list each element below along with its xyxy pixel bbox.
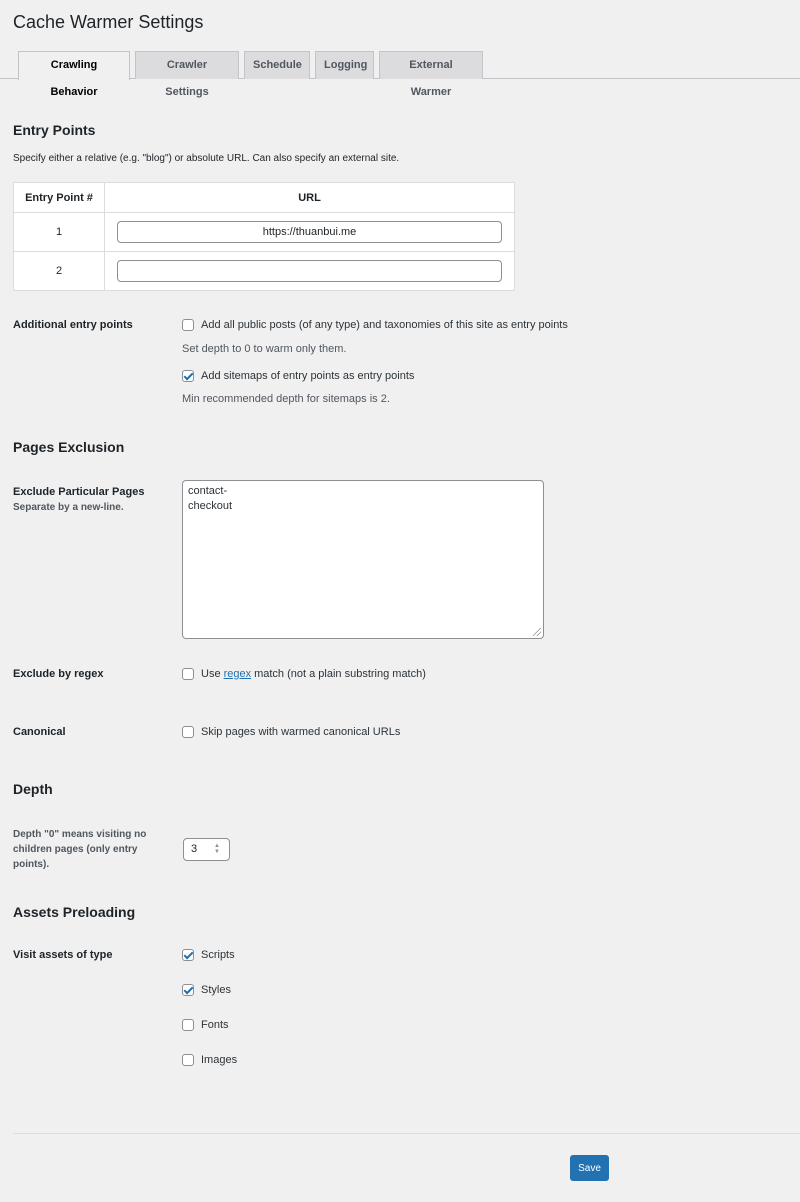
regex-link[interactable]: regex	[223, 668, 252, 680]
entry-points-heading: Entry Points	[13, 122, 96, 138]
asset-type-label: Styles	[201, 984, 231, 996]
add-sitemaps-option[interactable]	[182, 370, 414, 382]
pages-exclusion-heading: Pages Exclusion	[13, 439, 125, 455]
spinner-arrows-icon[interactable]: ▲ ▼	[214, 843, 220, 855]
asset-type-label: Images	[201, 1054, 238, 1066]
asset-option-scripts[interactable]	[182, 949, 235, 961]
entry-point-url-input[interactable]	[117, 221, 502, 243]
footer-divider	[13, 1133, 800, 1134]
fonts-checkbox[interactable]	[182, 1019, 194, 1031]
asset-option-images[interactable]	[182, 1054, 237, 1066]
exclude-line: checkout	[188, 500, 233, 512]
table-row	[14, 252, 515, 291]
entry-points-description: Specify either a relative (e.g. "blog") or absolute URL. Can also specify an external site.	[13, 153, 400, 164]
regex-label-pre: Use	[201, 668, 221, 680]
regex-label-post: match (not a plain substring match)	[254, 668, 426, 680]
exclude-pages-label: Exclude Particular Pages	[13, 486, 145, 498]
entry-point-number: 2	[14, 252, 105, 291]
add-sitemaps-label: Add sitemaps of entry points as entry points	[201, 370, 415, 382]
depth-description: Depth "0" means visiting no children pages (only entry points).	[13, 829, 147, 870]
tab-logging[interactable]: Logging	[315, 51, 374, 79]
entry-point-number: 1	[14, 213, 105, 252]
asset-option-fonts[interactable]	[182, 1019, 229, 1031]
add-public-posts-hint: Set depth to 0 to warm only them.	[182, 343, 347, 355]
assets-preloading-heading: Assets Preloading	[13, 904, 136, 920]
add-sitemaps-hint: Min recommended depth for sitemaps is 2.	[182, 393, 390, 405]
add-public-posts-label: Add all public posts (of any type) and taxonomies of this site as entry points	[201, 319, 568, 331]
exclude-by-regex-label: Exclude by regex	[13, 668, 104, 680]
styles-checkbox[interactable]	[182, 984, 194, 996]
depth-number-input[interactable]	[183, 838, 230, 861]
column-url: URL	[105, 183, 515, 213]
depth-value: 3	[191, 843, 198, 855]
asset-type-label: Fonts	[201, 1019, 229, 1031]
entry-point-url-cell	[105, 252, 515, 291]
tab-crawling-behavior[interactable]: Crawling Behavior	[18, 51, 130, 80]
resize-grip-icon[interactable]	[533, 628, 541, 636]
depth-heading: Depth	[13, 781, 53, 797]
save-button[interactable]: Save	[570, 1155, 609, 1181]
exclude-line: contact-	[188, 485, 228, 497]
tab-schedule[interactable]: Schedule	[244, 51, 310, 79]
asset-type-label: Scripts	[201, 949, 235, 961]
scripts-checkbox[interactable]	[182, 949, 194, 961]
add-sitemaps-checkbox[interactable]	[182, 370, 194, 382]
exclude-pages-sublabel: Separate by a new-line.	[13, 502, 124, 513]
entry-point-url-input[interactable]	[117, 260, 502, 282]
tab-bar	[0, 51, 800, 98]
tab-external-warmer[interactable]: External Warmer	[379, 51, 483, 79]
add-public-posts-option[interactable]	[182, 319, 568, 331]
entry-points-table	[13, 182, 515, 291]
additional-entry-points-label: Additional entry points	[13, 319, 133, 331]
canonical-label: Canonical	[13, 726, 66, 738]
add-public-posts-checkbox[interactable]	[182, 319, 194, 331]
canonical-option-label: Skip pages with warmed canonical URLs	[201, 726, 401, 738]
regex-option[interactable]	[182, 668, 426, 680]
table-header-row	[14, 183, 515, 213]
canonical-checkbox[interactable]	[182, 726, 194, 738]
entry-point-url-cell	[105, 213, 515, 252]
regex-checkbox[interactable]	[182, 668, 194, 680]
tab-crawler-settings[interactable]: Crawler Settings	[135, 51, 239, 79]
table-row	[14, 213, 515, 252]
column-entry-point-number: Entry Point #	[14, 183, 105, 213]
page-title: Cache Warmer Settings	[13, 12, 204, 32]
asset-option-styles[interactable]	[182, 984, 231, 996]
images-checkbox[interactable]	[182, 1054, 194, 1066]
exclude-pages-textarea[interactable]	[182, 480, 544, 639]
canonical-option[interactable]	[182, 726, 400, 738]
visit-assets-label: Visit assets of type	[13, 949, 113, 961]
